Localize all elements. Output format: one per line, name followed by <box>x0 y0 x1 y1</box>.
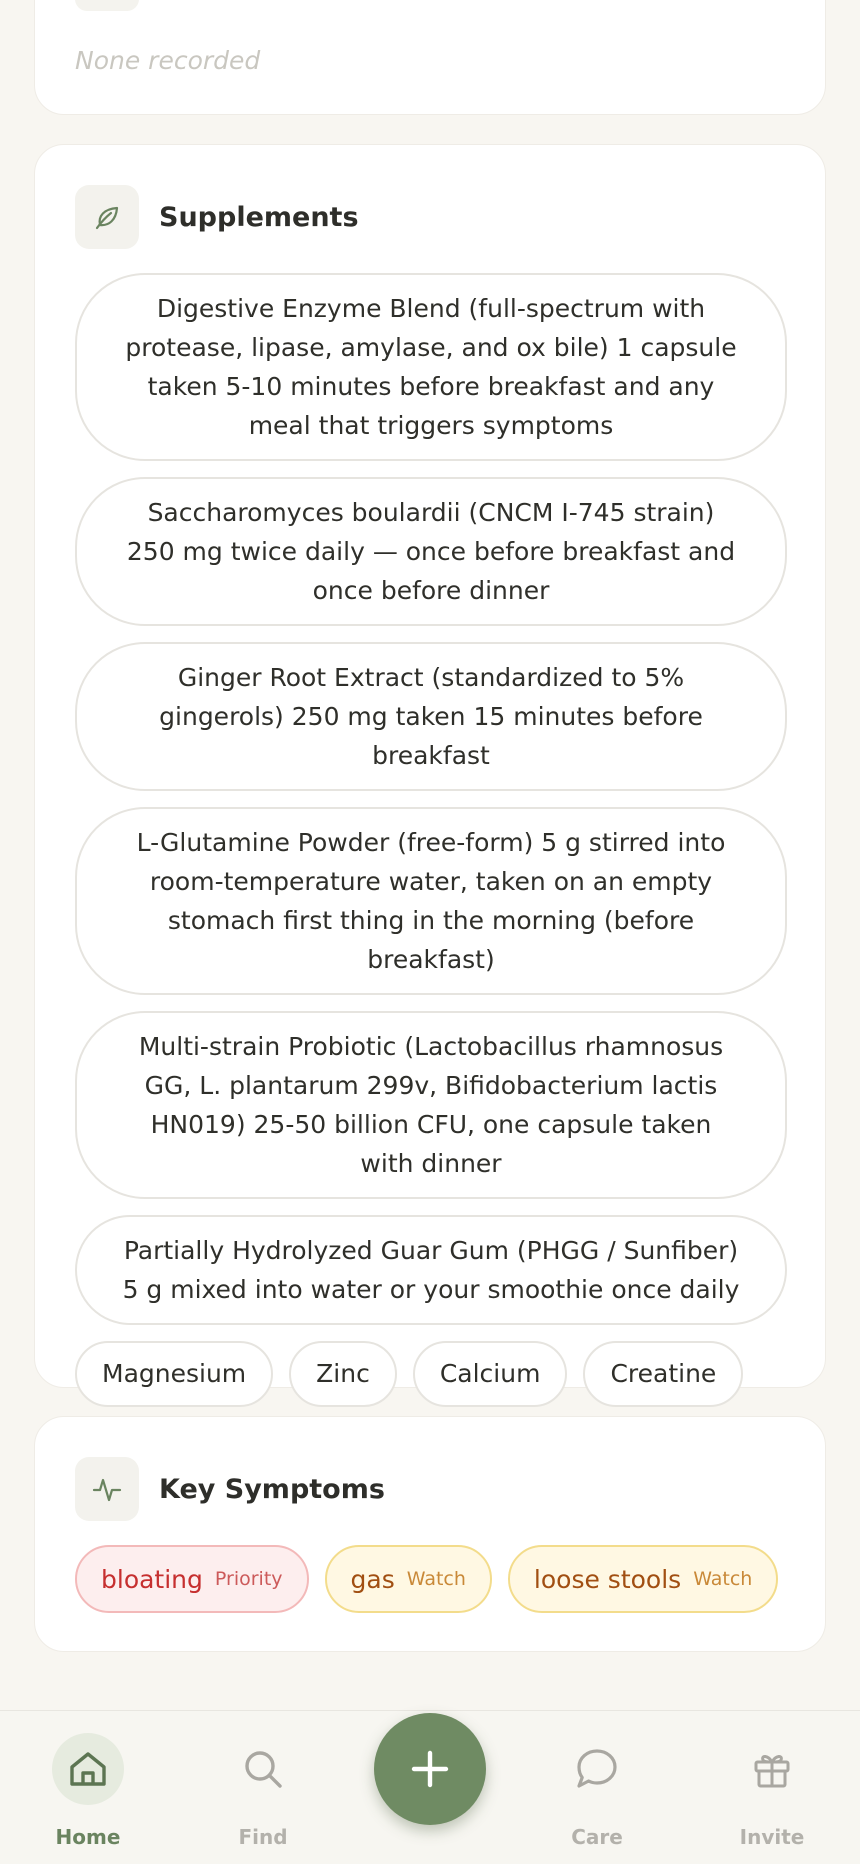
supplements-card <box>34 144 826 1388</box>
symptom-level: Watch <box>693 1568 753 1590</box>
nav-home[interactable] <box>28 1711 148 1864</box>
key-symptoms-title: Key Symptoms <box>159 1473 385 1505</box>
supplement-chip: Zinc <box>289 1341 397 1407</box>
chat-bubble-icon <box>561 1733 633 1805</box>
supplement-chip: Creatine <box>583 1341 743 1407</box>
empty-state-text: None recorded <box>75 46 261 75</box>
previous-card-icon-box <box>75 0 139 11</box>
plus-icon <box>408 1747 452 1791</box>
leaf-icon <box>75 185 139 249</box>
key-symptoms-card <box>34 1416 826 1652</box>
nav-home-label: Home <box>55 1825 121 1849</box>
supplement-item: Ginger Root Extract (standardized to 5% gingerols) 250 mg taken 15 minutes before breakfast <box>75 642 787 791</box>
search-icon <box>227 1733 299 1805</box>
supplement-item: Saccharomyces boulardii (CNCM I-745 strain) 250 mg twice daily — once before breakfast and once before dinner <box>75 477 787 626</box>
supplement-item: Digestive Enzyme Blend (full-spectrum with protease, lipase, amylase, and ox bile) 1 capsule taken 5-10 minutes before breakfast and any meal that triggers symptoms <box>75 273 787 461</box>
nav-invite[interactable] <box>712 1711 832 1864</box>
symptom-list <box>75 1545 794 1613</box>
symptom-name: bloating <box>101 1564 203 1594</box>
supplement-chip: Magnesium <box>75 1341 273 1407</box>
key-symptoms-header <box>75 1457 385 1521</box>
nav-care[interactable] <box>537 1711 657 1864</box>
supplements-header <box>75 185 359 249</box>
home-icon <box>52 1733 124 1805</box>
symptom-level: Watch <box>406 1568 466 1590</box>
symptom-name: loose stools <box>533 1564 682 1594</box>
supplements-title: Supplements <box>159 201 359 233</box>
supplement-item: Multi-strain Probiotic (Lactobacillus rhamnosus GG, L. plantarum 299v, Bifidobacterium lactis HN019) 25-50 billion CFU, one capsule taken with dinner <box>75 1011 787 1199</box>
supplement-chip: Calcium <box>413 1341 568 1407</box>
symptom-name: gas <box>350 1564 395 1594</box>
nav-invite-label: Invite <box>739 1825 805 1849</box>
previous-card <box>34 0 826 115</box>
activity-icon <box>75 1457 139 1521</box>
symptom-chip-bloating <box>75 1545 309 1613</box>
supplements-list <box>75 273 787 1509</box>
gift-icon <box>736 1733 808 1805</box>
supplement-item: Partially Hydrolyzed Guar Gum (PHGG / Sunfiber) 5 g mixed into water or your smoothie once daily <box>75 1215 787 1325</box>
nav-find-label: Find <box>238 1825 288 1849</box>
symptom-level: Priority <box>214 1568 283 1590</box>
add-button[interactable] <box>374 1713 486 1825</box>
symptom-chip-gas <box>325 1545 492 1613</box>
supplement-item: L-Glutamine Powder (free-form) 5 g stirred into room-temperature water, taken on an empty stomach first thing in the morning (before breakfast) <box>75 807 787 995</box>
nav-care-label: Care <box>571 1825 623 1849</box>
nav-find[interactable] <box>203 1711 323 1864</box>
symptom-chip-loose-stools <box>508 1545 778 1613</box>
